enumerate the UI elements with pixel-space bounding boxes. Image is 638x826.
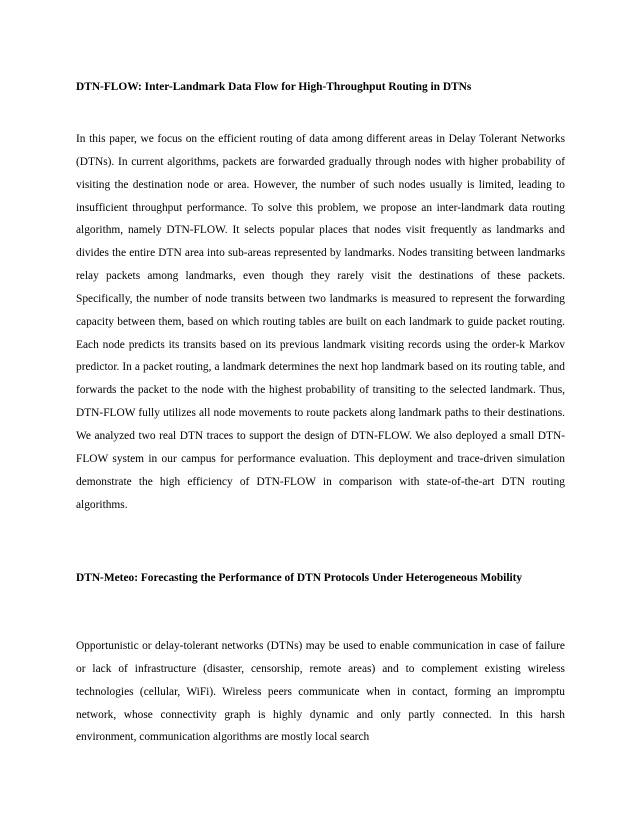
paper-abstract-dtn-meteo: Opportunistic or delay-tolerant networks (DTNs) may be used to enable communication in case of failure or lack of infrastructure (disaster, censorship, remote areas) and to complement existing wireless technologies (cellular, WiFi). Wireless peers communicate when in contact, forming an impromptu network, whose connectivity graph is highly dynamic and only partly connected. In this harsh environment, communication algorithms are mostly local search [76,640,565,744]
paper-title-dtn-flow: DTN-FLOW: Inter-Landmark Data Flow for High-Throughput Routing in DTNs [76,81,472,93]
paper-title-dtn-meteo: DTN-Meteo: Forecasting the Performance of DTN Protocols Under Heterogeneous Mobility [76,572,523,584]
paper-abstract-dtn-flow: In this paper, we focus on the efficient routing of data among different areas in Delay Tolerant Networks (DTNs). In current algorithms, packets are forwarded gradually through nodes with higher probability of visiting the destination node or area. However, the number of such nodes usually is limited, leading to insufficient throughput performance. To solve this problem, we propose an inter-landmark data routing algorithm, namely DTN-FLOW. It selects popular places that nodes visit frequently as landmarks and divides the entire DTN area into sub-areas represented by landmarks. Nodes transiting between landmarks relay packets among landmarks, even though they rarely visit the destinations of these packets. Specifically, the number of node transits between two landmarks is measured to represent the forwarding capacity between them, based on which routing tables are built on each landmark to guide packet routing. Each node predicts its transits based on its previous landmark visiting records using the order-k Markov predictor. In a packet routing, a landmark determines the next hop landmark based on its routing table, and forwards the packet to the node with the highest probability of transiting to the selected landmark. Thus, DTN-FLOW fully utilizes all node movements to route packets along landmark paths to their destinations. We analyzed two real DTN traces to support the design of DTN-FLOW. We also deployed a small DTN-FLOW system in our campus for performance evaluation. This deployment and trace-driven simulation demonstrate the high efficiency of DTN-FLOW in comparison with state-of-the-art DTN routing algorithms. [76,133,565,511]
